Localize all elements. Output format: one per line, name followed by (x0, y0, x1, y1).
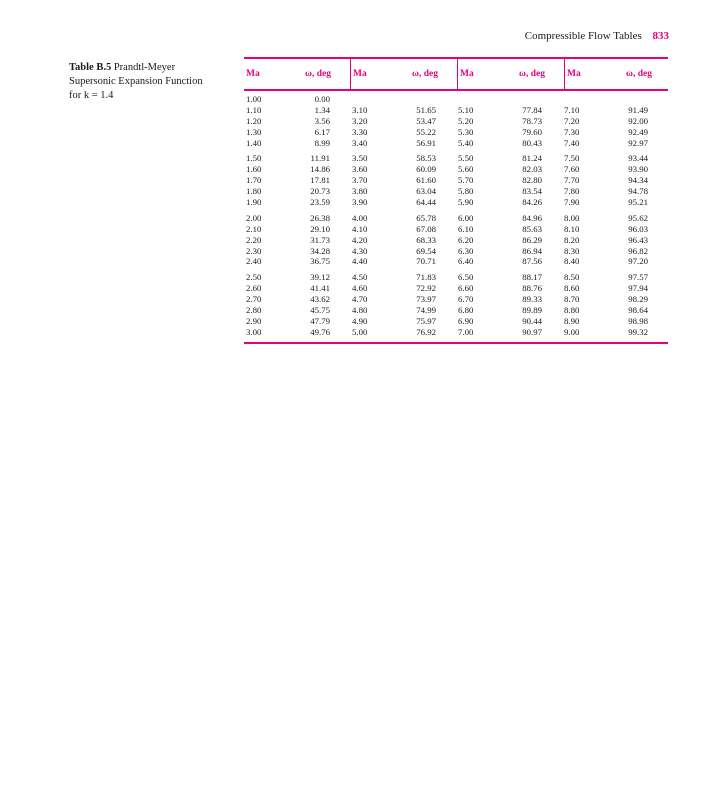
omega-cell: 98.98 (628, 315, 648, 326)
omega-cell: 93.90 (628, 164, 648, 175)
mach-cell: 5.10 (458, 104, 474, 115)
table-header (244, 59, 668, 91)
mach-cell: 4.80 (352, 305, 368, 316)
table-row (456, 305, 562, 316)
omega-cell: 88.76 (522, 283, 542, 294)
omega-cell: 96.03 (628, 223, 648, 234)
caption-title-line3: for k = 1.4 (69, 90, 114, 101)
omega-cell (498, 94, 542, 105)
table-row (350, 305, 456, 316)
mach-cell: 8.70 (564, 294, 580, 305)
mach-cell: 2.50 (246, 272, 262, 283)
omega-cell: 64.44 (416, 197, 436, 208)
mach-cell: 7.40 (564, 137, 580, 148)
table-row (562, 164, 668, 175)
omega-cell: 96.43 (628, 234, 648, 245)
table-column-group (244, 94, 350, 338)
table-row (244, 246, 350, 257)
mach-cell (456, 94, 498, 105)
omega-cell: 45.75 (310, 305, 330, 316)
mach-cell: 9.00 (564, 326, 580, 337)
table-row (350, 138, 456, 149)
table-label: Table B.5 (69, 62, 112, 73)
omega-cell: 89.33 (522, 294, 542, 305)
table-row (456, 153, 562, 164)
omega-cell (392, 94, 436, 105)
mach-cell: 1.00 (246, 94, 262, 104)
table-row (562, 175, 668, 186)
header-ma: Ma (567, 69, 581, 79)
table-row (244, 186, 350, 197)
table-row (456, 197, 562, 208)
table-row (562, 153, 668, 164)
mach-cell: 8.60 (564, 283, 580, 294)
table-column-group (456, 94, 562, 338)
mach-cell: 4.60 (352, 283, 368, 294)
table-row (456, 327, 562, 338)
table-column-group (562, 94, 668, 338)
omega-cell: 92.49 (628, 126, 648, 137)
mach-cell: 4.90 (352, 315, 368, 326)
omega-cell: 97.94 (628, 283, 648, 294)
mach-cell: 3.00 (246, 326, 262, 337)
table-row (562, 246, 668, 257)
mach-cell (562, 94, 604, 105)
omega-cell: 74.99 (416, 305, 436, 316)
mach-cell: 6.10 (458, 223, 474, 234)
omega-cell: 97.20 (628, 256, 648, 267)
mach-cell: 6.30 (458, 245, 474, 256)
omega-cell: 41.41 (310, 283, 330, 294)
running-title: Compressible Flow Tables (524, 30, 642, 42)
mach-cell: 7.20 (564, 115, 580, 126)
omega-cell: 14.86 (310, 164, 330, 175)
mach-cell: 6.00 (458, 212, 474, 223)
omega-cell: 84.26 (522, 197, 542, 208)
omega-cell: 72.92 (416, 283, 436, 294)
table-row (350, 235, 456, 246)
mach-cell: 1.30 (246, 126, 262, 137)
table-row (350, 327, 456, 338)
omega-cell: 3.56 (314, 115, 330, 126)
mach-cell (350, 94, 392, 105)
table-bottom-rule (244, 342, 668, 344)
mach-cell: 6.90 (458, 315, 474, 326)
header-ma: Ma (460, 69, 474, 79)
omega-cell: 97.57 (628, 272, 648, 283)
mach-cell: 6.50 (458, 272, 474, 283)
caption-title-line1: Prandtl-Meyer (113, 62, 176, 73)
table-row (562, 127, 668, 138)
table-row (562, 283, 668, 294)
mach-cell: 1.10 (246, 104, 262, 115)
mach-cell: 7.30 (564, 126, 580, 137)
table-row (244, 164, 350, 175)
omega-cell: 31.73 (310, 234, 330, 245)
table-row (456, 186, 562, 197)
mach-cell: 2.30 (246, 245, 262, 256)
table-row (456, 138, 562, 149)
omega-cell: 95.62 (628, 212, 648, 223)
header-ma: Ma (246, 69, 260, 79)
omega-cell: 82.80 (522, 175, 542, 186)
mach-cell: 2.90 (246, 315, 262, 326)
omega-cell: 63.04 (416, 186, 436, 197)
mach-cell: 4.30 (352, 245, 368, 256)
mach-cell: 8.30 (564, 245, 580, 256)
table-row (456, 256, 562, 267)
omega-cell: 94.34 (628, 175, 648, 186)
omega-cell: 83.54 (522, 186, 542, 197)
omega-cell: 95.21 (628, 197, 648, 208)
table-row (456, 164, 562, 175)
mach-cell: 7.10 (564, 104, 580, 115)
mach-cell: 8.20 (564, 234, 580, 245)
omega-cell: 20.73 (310, 186, 330, 197)
omega-cell: 98.64 (628, 305, 648, 316)
mach-cell: 3.60 (352, 164, 368, 175)
mach-cell: 5.40 (458, 137, 474, 148)
table-row (350, 164, 456, 175)
omega-cell: 6.17 (314, 126, 330, 137)
table-row (244, 224, 350, 235)
mach-cell: 8.10 (564, 223, 580, 234)
prandtl-meyer-table (244, 57, 668, 344)
mach-cell: 1.70 (246, 175, 262, 186)
omega-cell: 84.96 (522, 212, 542, 223)
mach-cell: 5.50 (458, 153, 474, 164)
omega-cell: 88.17 (522, 272, 542, 283)
table-row (562, 305, 668, 316)
table-row (350, 316, 456, 327)
omega-cell: 89.89 (522, 305, 542, 316)
table-row (350, 105, 456, 116)
mach-cell: 1.50 (246, 153, 262, 164)
omega-cell: 98.29 (628, 294, 648, 305)
table-row (244, 272, 350, 283)
omega-cell: 69.54 (416, 245, 436, 256)
table-row (456, 272, 562, 283)
table-row (350, 246, 456, 257)
mach-cell: 2.20 (246, 234, 262, 245)
omega-cell: 60.09 (416, 164, 436, 175)
mach-cell: 2.40 (246, 256, 262, 267)
table-row (456, 294, 562, 305)
omega-cell: 8.99 (314, 137, 330, 148)
mach-cell: 8.50 (564, 272, 580, 283)
omega-cell: 36.75 (310, 256, 330, 267)
omega-cell: 82.03 (522, 164, 542, 175)
table-row (562, 224, 668, 235)
table-row (350, 116, 456, 127)
omega-cell: 77.84 (522, 104, 542, 115)
table-row (562, 272, 668, 283)
mach-cell: 3.10 (352, 104, 368, 115)
mach-cell: 3.90 (352, 197, 368, 208)
table-row (456, 283, 562, 294)
mach-cell: 5.20 (458, 115, 474, 126)
omega-cell: 99.32 (628, 326, 648, 337)
mach-cell: 4.10 (352, 223, 368, 234)
table-row (244, 94, 350, 105)
mach-cell: 4.40 (352, 256, 368, 267)
omega-cell: 80.43 (522, 137, 542, 148)
omega-cell: 29.10 (310, 223, 330, 234)
mach-cell: 3.70 (352, 175, 368, 186)
table-row (562, 294, 668, 305)
table-row (350, 175, 456, 186)
table-row (562, 235, 668, 246)
table-row (456, 175, 562, 186)
table-row (244, 105, 350, 116)
omega-cell: 39.12 (310, 272, 330, 283)
omega-cell: 56.91 (416, 137, 436, 148)
table-row (562, 94, 668, 105)
table-row (456, 224, 562, 235)
omega-cell: 92.97 (628, 137, 648, 148)
table-row (244, 153, 350, 164)
table-caption (69, 61, 229, 103)
header-omega: ω, deg (626, 69, 652, 79)
table-row (244, 316, 350, 327)
table-body (244, 91, 668, 338)
omega-cell: 26.38 (310, 212, 330, 223)
table-row (350, 186, 456, 197)
table-row (456, 316, 562, 327)
table-row (456, 127, 562, 138)
omega-cell: 91.49 (628, 104, 648, 115)
omega-cell: 58.53 (416, 153, 436, 164)
table-row (562, 105, 668, 116)
table-row (456, 105, 562, 116)
table-row (350, 272, 456, 283)
table-row (350, 153, 456, 164)
table-row (562, 316, 668, 327)
caption-title-line2: Supersonic Expansion Function (69, 76, 203, 87)
mach-cell: 1.60 (246, 164, 262, 175)
table-row (456, 246, 562, 257)
table-row (244, 138, 350, 149)
mach-cell: 7.00 (458, 326, 474, 337)
table-row (350, 294, 456, 305)
mach-cell: 2.60 (246, 283, 262, 294)
mach-cell: 8.00 (564, 212, 580, 223)
omega-cell: 86.29 (522, 234, 542, 245)
mach-cell: 4.70 (352, 294, 368, 305)
table-row (456, 94, 562, 105)
page-number: 833 (652, 30, 669, 42)
omega-cell: 76.92 (416, 326, 436, 337)
omega-cell: 93.44 (628, 153, 648, 164)
table-row (244, 175, 350, 186)
mach-cell: 8.90 (564, 315, 580, 326)
table-row (350, 197, 456, 208)
table-row (244, 197, 350, 208)
table-column-group (350, 94, 456, 338)
mach-cell: 8.80 (564, 305, 580, 316)
mach-cell: 4.00 (352, 212, 368, 223)
omega-cell: 1.34 (314, 104, 330, 115)
omega-cell: 90.97 (522, 326, 542, 337)
omega-cell: 43.62 (310, 294, 330, 305)
table-row (562, 213, 668, 224)
table-row (350, 213, 456, 224)
mach-cell: 4.20 (352, 234, 368, 245)
table-row (244, 235, 350, 246)
omega-cell: 0.00 (314, 94, 330, 104)
omega-cell: 90.44 (522, 315, 542, 326)
omega-cell: 34.28 (310, 245, 330, 256)
mach-cell: 5.30 (458, 126, 474, 137)
omega-cell: 61.60 (416, 175, 436, 186)
mach-cell: 5.00 (352, 326, 368, 337)
mach-cell: 1.20 (246, 115, 262, 126)
table-row (456, 213, 562, 224)
header-omega: ω, deg (412, 69, 438, 79)
omega-cell: 86.94 (522, 245, 542, 256)
omega-cell: 78.73 (522, 115, 542, 126)
mach-cell: 5.60 (458, 164, 474, 175)
mach-cell: 4.50 (352, 272, 368, 283)
omega-cell: 75.97 (416, 315, 436, 326)
table-row (350, 127, 456, 138)
table-row (456, 235, 562, 246)
header-ma: Ma (353, 69, 367, 79)
omega-cell: 70.71 (416, 256, 436, 267)
mach-cell: 6.40 (458, 256, 474, 267)
omega-cell: 55.22 (416, 126, 436, 137)
mach-cell: 5.80 (458, 186, 474, 197)
mach-cell: 3.30 (352, 126, 368, 137)
table-row (350, 256, 456, 267)
omega-cell: 94.78 (628, 186, 648, 197)
table-row (562, 186, 668, 197)
mach-cell: 3.80 (352, 186, 368, 197)
omega-cell: 49.76 (310, 326, 330, 337)
mach-cell: 3.20 (352, 115, 368, 126)
mach-cell: 1.40 (246, 137, 262, 148)
mach-cell: 6.20 (458, 234, 474, 245)
mach-cell: 6.60 (458, 283, 474, 294)
omega-cell: 87.56 (522, 256, 542, 267)
mach-cell: 7.90 (564, 197, 580, 208)
header-omega: ω, deg (519, 69, 545, 79)
mach-cell: 2.70 (246, 294, 262, 305)
table-row (244, 283, 350, 294)
table-row (244, 127, 350, 138)
omega-cell: 47.79 (310, 315, 330, 326)
omega-cell: 92.00 (628, 115, 648, 126)
table-row (562, 197, 668, 208)
omega-cell: 79.60 (522, 126, 542, 137)
mach-cell: 7.70 (564, 175, 580, 186)
omega-cell: 68.33 (416, 234, 436, 245)
omega-cell: 81.24 (522, 153, 542, 164)
table-row (244, 294, 350, 305)
omega-cell: 53.47 (416, 115, 436, 126)
omega-cell: 65.78 (416, 212, 436, 223)
omega-cell: 23.59 (310, 197, 330, 208)
mach-cell: 3.40 (352, 137, 368, 148)
mach-cell: 5.70 (458, 175, 474, 186)
omega-cell: 17.81 (310, 175, 330, 186)
mach-cell: 2.00 (246, 212, 262, 223)
mach-cell: 2.10 (246, 223, 262, 234)
omega-cell: 67.08 (416, 223, 436, 234)
table-row (244, 116, 350, 127)
mach-cell: 6.70 (458, 294, 474, 305)
table-row (562, 256, 668, 267)
table-row (244, 305, 350, 316)
mach-cell: 1.80 (246, 186, 262, 197)
mach-cell: 2.80 (246, 305, 262, 316)
omega-cell: 85.63 (522, 223, 542, 234)
table-row (562, 116, 668, 127)
table-row (244, 213, 350, 224)
table-row (350, 283, 456, 294)
table-row (350, 224, 456, 235)
omega-cell: 71.83 (416, 272, 436, 283)
omega-cell (604, 94, 648, 105)
mach-cell: 5.90 (458, 197, 474, 208)
table-row (244, 256, 350, 267)
mach-cell: 1.90 (246, 197, 262, 208)
header-omega: ω, deg (305, 69, 331, 79)
omega-cell: 96.82 (628, 245, 648, 256)
omega-cell: 73.97 (416, 294, 436, 305)
omega-cell: 11.91 (310, 153, 330, 164)
mach-cell: 7.50 (564, 153, 580, 164)
table-row (244, 327, 350, 338)
table-row (350, 94, 456, 105)
mach-cell: 6.80 (458, 305, 474, 316)
mach-cell: 7.80 (564, 186, 580, 197)
omega-cell: 51.65 (416, 104, 436, 115)
running-head (525, 30, 669, 42)
table-row (562, 138, 668, 149)
table-row (562, 327, 668, 338)
mach-cell: 8.40 (564, 256, 580, 267)
mach-cell: 3.50 (352, 153, 368, 164)
table-row (456, 116, 562, 127)
mach-cell: 7.60 (564, 164, 580, 175)
